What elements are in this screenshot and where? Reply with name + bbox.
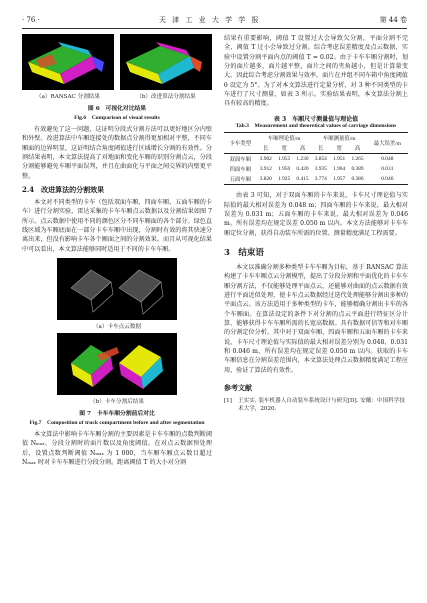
sub-w: 宽 <box>330 143 348 154</box>
left-paragraph-1: 有效避免了这一问题，这证明分段式分割方法可以更好地区分内壁和外壁。改进算法中车厢连接处的数据点分割得更加相对平整，不同车厢面的边界明显，这证明结合角度阈值进行区域增长分割的有效性。分割结果表明，本文算法提高了对地面和变化车厢的识别分割点云，分段分割能够避免车厢平面误判，并且在曲面化与平面之间交界的内壁更平整。 <box>22 126 212 180</box>
volume-number: 第 44 卷 <box>379 16 407 24</box>
table3-caption-en: Tab.3 Measurement and theoretical values of carriage dimensions <box>235 122 397 129</box>
figure-6 <box>22 34 212 121</box>
col-type-header: 卡车类型 <box>224 133 257 154</box>
fig6-caption-en: Fig.6 Comparison of visual results <box>74 115 160 121</box>
table-row: 五面车厢 3.820 1.925 0.415 3.774 1.957 0.386 0.046 <box>224 174 408 185</box>
right-paragraph-2: 由表 3 可知，对于双面车厢的卡车来说，卡车尺寸理论值与实际值的最大相对误差为 0.048 m；四面车厢的卡车来说，最大相对误差为 0.031 m；五面车厢的卡车来说，最大相对误差为 0.046 m。所有误差均在规定误差 0.050 m 以内。本文方法能够对卡车车厢定位分割，获得自动装车所需的位置、测量精度满足工程需要。 <box>224 192 408 237</box>
fig6-improved-image <box>120 34 212 90</box>
table3-caption-cn: 表 3 车厢尺寸测量值与理论值 <box>273 115 359 123</box>
section-2-4-heading: 2.4 改进算法的分割效果 <box>22 185 105 195</box>
fig6-ransac-image <box>22 34 114 90</box>
fig7-caption-en: Fig.7 Composition of truck compartment before and after segmentation <box>29 420 205 427</box>
fig7-caption-cn: 图 7 卡车车厢分割前后对比 <box>79 411 155 418</box>
left-paragraph-2: 本文对不同类型的卡车（包括双面车厢、四面车厢、五面车厢的卡车）进行分割实验，雷达采集的卡车车厢点云数据以及分割结果如图 7 所示。点云数据中使用不同的颜色区分不同车厢面的各个部分。绿色直线区域为车厢底面在一部分卡车车厢中出现，分割时有效的将其快速分离出来，但没有影响卡车各个厢面之间的分割效果。而且从可视化结果中可以看出，本文算法能够同时适用于不同的卡车车厢。 <box>22 199 212 253</box>
fig7-sub-a: （a）卡车点云数据 <box>92 324 142 331</box>
fig7-sub-b: （b）卡车分割后结果 <box>90 399 144 406</box>
left-column <box>22 34 212 468</box>
fig7-segmented-image <box>57 333 177 395</box>
references-heading: 参考文献 <box>224 383 252 393</box>
sub-w: 宽 <box>275 143 293 154</box>
table-3 <box>224 132 408 185</box>
left-paragraph-3: 本文算法中影响卡车车厢分割的主要因素是卡车车厢的点数判断阈值 Nₘₐₓ、分段分割时的面片数以及角度阈值。在对点云数据预处理后，设置点数判断阈值 Nₘₐₓ 为 1 000，当车厢车厢点云数目超过 Nₘₐₓ 时对卡车车厢进行分段分割。距离阈值 T 的大小对分割 <box>22 431 212 467</box>
reference-item <box>224 397 408 413</box>
journal-name: 天 津 工 业 大 学 学 报 <box>158 16 261 24</box>
header-rule <box>22 28 407 29</box>
table-row: 双面车厢 3.902 1.955 1.230 3.854 1.951 1.265 0.048 <box>229 156 394 164</box>
group-theory-header: 车厢理论值/m <box>257 133 312 144</box>
table-row: 四面车厢 3.912 1.950 0.420 3.935 1.964 0.389 0.031 <box>229 166 394 174</box>
fig6-sub-b: （b）改进算法分割结果 <box>136 94 196 100</box>
running-header <box>22 13 407 27</box>
fig6-caption-cn: 图 6 可视化对比结果 <box>87 106 147 112</box>
sub-l: 长 <box>257 143 275 154</box>
sub-h: 高 <box>293 143 311 154</box>
fig6-sub-a: （a）RANSAC 分割结果 <box>36 94 100 100</box>
page-number: · 76 · <box>22 16 40 24</box>
right-column <box>224 34 408 414</box>
reference-number: [1] <box>224 398 232 405</box>
figure-7 <box>22 258 212 426</box>
group-measure-header: 车厢测量值/m <box>312 133 367 144</box>
sub-l: 长 <box>312 143 330 154</box>
sub-h: 高 <box>348 143 366 154</box>
section-3-heading: 3 结束语 <box>224 247 264 258</box>
fig7-pointcloud-image <box>57 258 177 320</box>
reference-text: 王实实. 装车机器人自动装车系统设计与研究[D]. 安徽：中国科学技术大学，2020. <box>238 398 405 413</box>
right-paragraph-3: 本文以准确分割多种类型卡车车厢为目标，基于 RANSAC 算法构建了卡车车厢点云分割模型，提出了分段分割和平面优化的卡车车厢分割方法，不仅能够处理平面点云，还能够对曲面的点云数据有效进行平面近似处理，使卡车点云数据经过迭代处理能够分割出多种的平面点云。该方法适用于多种类型的卡车，能够精确分割出卡车的各个车厢面。在算法设定的条件下对分割的点云平面进行特征区分计算，能够获得卡车车厢所需的长宽高数据。具有数据可信等和对车厢的分割定位分析。其中对于双面车厢、四面车厢和五面车厢的卡车来说，卡车尺寸理论值与实际值的最大相对误差分别为 0.048、0.031 和 0.046 m，所有误差均在规定误差 0.050 m 以内。获取的卡车车厢信息在分割误差范围内，本文算法处理点云数据精度满足工程应用，验证了算法的有效性。 <box>224 263 408 374</box>
group-error-header: 最大误差/m <box>367 133 408 154</box>
right-paragraph-1: 结果有重要影响，阈值 T 设置过大会导致欠分割，平面分割不完全，阈值 T 过小会导致过分割。综合考虑误差精度及点云数据，实验中设置分割平面内点的阈值 T = 0.02。由于卡车车厢分割时，划分的面片越多，面片越平整，面片之间的夹角越小，但是计算量变大。因此综合考虑分割效果与效率，面片在并组不同车箱中角度阈值 θ 设定为 5°。为了对本文算法进行定量分析，对 3 种不同类型的卡车进行了尺寸测量，如表 3 所示。实验结果表明，本文算法分割上具有较高的精度。 <box>224 35 408 108</box>
